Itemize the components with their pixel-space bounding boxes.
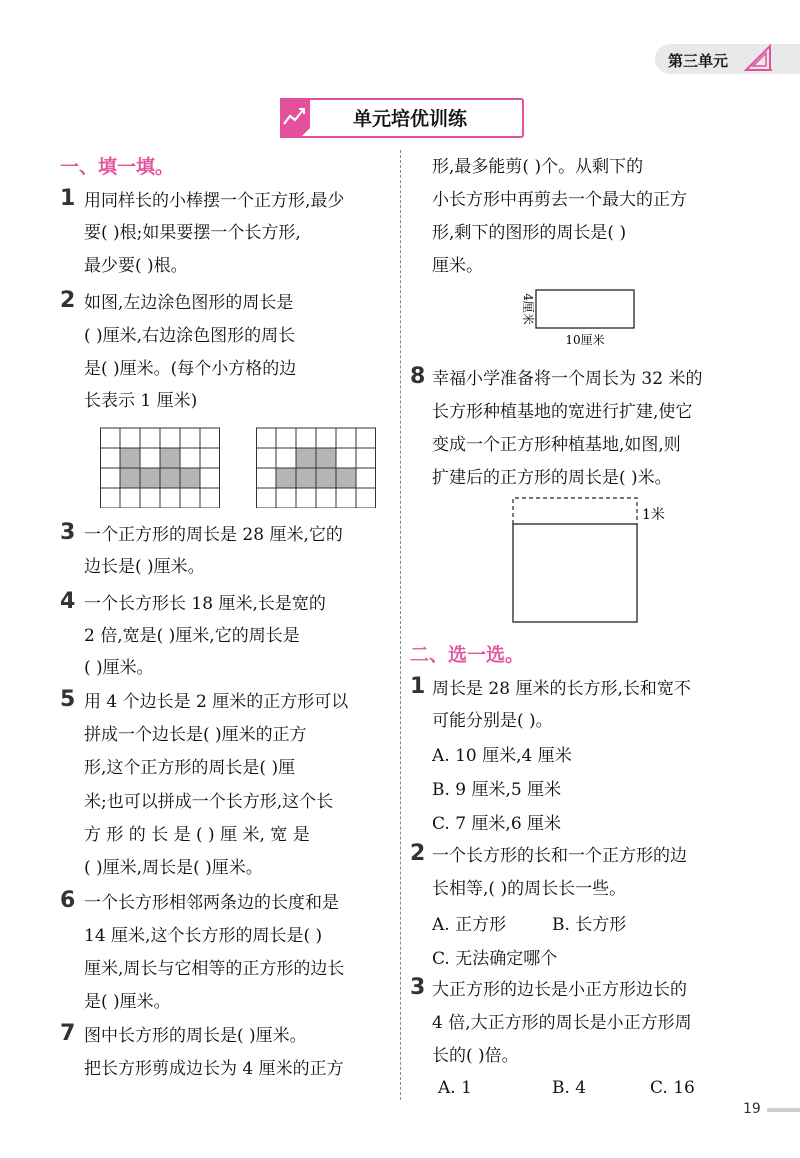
question-line: 周长是 28 厘米的长方形,长和宽不 xyxy=(432,679,691,699)
choice-option-c: C. 7 厘米,6 厘米 xyxy=(432,814,562,834)
question-line: 是( )厘米。 xyxy=(84,992,171,1012)
question-line: 长表示 1 厘米) xyxy=(84,391,198,411)
section-title-choose: 二、选一选。 xyxy=(410,644,525,666)
question-line: 长相等,( )的周长长一些。 xyxy=(432,879,627,899)
ruler-triangle-icon xyxy=(744,44,774,72)
grid-figure-right xyxy=(256,424,376,508)
column-divider xyxy=(400,150,401,1100)
choice-option-b: B. 4 xyxy=(552,1078,587,1098)
question-line: 2 倍,宽是( )厘米,它的周长是 xyxy=(84,626,300,646)
question-number: 2 xyxy=(60,288,76,313)
question-line: 如图,左边涂色图形的周长是 xyxy=(84,293,294,313)
unit-label: 第三单元 xyxy=(668,52,729,70)
page-bar xyxy=(767,1108,800,1112)
section-title-fill: 一、填一填。 xyxy=(60,156,175,178)
question-line: 形,这个正方形的周长是( )厘 xyxy=(84,758,296,778)
question-number: 1 xyxy=(410,674,426,699)
choice-option-b: B. 长方形 xyxy=(552,915,627,935)
question-number: 6 xyxy=(60,888,76,913)
question-line: 变成一个正方形种植基地,如图,则 xyxy=(432,435,681,455)
question-line: 是( )厘米。(每个小方格的边 xyxy=(84,359,297,379)
grid-figure-left xyxy=(100,424,220,508)
rectangle-figure xyxy=(510,284,640,348)
question-line: 长的( )倍。 xyxy=(432,1046,519,1066)
choice-option-b: B. 9 厘米,5 厘米 xyxy=(432,780,562,800)
question-line: ( )厘米,周长是( )厘米。 xyxy=(84,858,263,878)
question-line: 把长方形剪成边长为 4 厘米的正方 xyxy=(84,1059,344,1079)
choice-option-c: C. 16 xyxy=(650,1078,695,1098)
question-number: 8 xyxy=(410,364,426,389)
question-line: 拼成一个边长是( )厘米的正方 xyxy=(84,725,307,745)
question-line: 小长方形中再剪去一个最大的正方 xyxy=(432,190,687,210)
question-line: 方 形 的 长 是 ( ) 厘 米, 宽 是 xyxy=(84,825,310,845)
question-number: 3 xyxy=(60,520,76,545)
question-number: 7 xyxy=(60,1021,76,1046)
question-line: 一个长方形长 18 厘米,长是宽的 xyxy=(84,594,326,614)
expansion-dashed xyxy=(513,498,637,524)
bottom-label: 10厘米 xyxy=(565,333,605,347)
question-line: 图中长方形的周长是( )厘米。 xyxy=(84,1026,307,1046)
question-line: 一个长方形相邻两条边的长度和是 xyxy=(84,893,339,913)
choice-option-c: C. 无法确定哪个 xyxy=(432,949,558,969)
choice-option-a: A. 10 厘米,4 厘米 xyxy=(432,746,572,766)
choice-option-a: A. 1 xyxy=(438,1078,472,1098)
question-line: 可能分别是( )。 xyxy=(432,711,553,731)
question-line: 边长是( )厘米。 xyxy=(84,557,205,577)
page-title: 单元培优训练 xyxy=(352,108,467,130)
question-line: 一个正方形的周长是 28 厘米,它的 xyxy=(84,525,343,545)
question-line: 大正方形的边长是小正方形边长的 xyxy=(432,980,687,1000)
question-number: 3 xyxy=(410,975,426,1000)
question-number: 2 xyxy=(410,841,426,866)
question-line: 扩建后的正方形的周长是( )米。 xyxy=(432,468,672,488)
question-number: 4 xyxy=(60,589,76,614)
question-line: 米;也可以拼成一个长方形,这个长 xyxy=(84,792,334,812)
choice-option-a: A. 正方形 xyxy=(432,915,507,935)
question-line: 14 厘米,这个长方形的周长是( ) xyxy=(84,926,323,946)
question-line: 用 4 个边长是 2 厘米的正方形可以 xyxy=(84,692,349,712)
question-line: 形,最多能剪( )个。从剩下的 xyxy=(432,157,644,177)
side-label: 4厘米 xyxy=(521,293,535,325)
question-line: 长方形种植基地的宽进行扩建,使它 xyxy=(432,402,693,422)
question-line: 用同样长的小棒摆一个正方形,最少 xyxy=(84,191,345,211)
question-line: ( )厘米。 xyxy=(84,658,154,678)
question-line: ( )厘米,右边涂色图形的周长 xyxy=(84,326,296,346)
question-line: 厘米。 xyxy=(432,256,483,276)
question-line: 4 倍,大正方形的周长是小正方形周 xyxy=(432,1013,692,1033)
question-number: 1 xyxy=(60,186,76,211)
question-line: 最少要( )根。 xyxy=(84,256,188,276)
question-line: 形,剩下的图形的周长是( ) xyxy=(432,223,627,243)
rectangle xyxy=(536,290,634,328)
question-number: 5 xyxy=(60,687,76,712)
question-line: 一个长方形的长和一个正方形的边 xyxy=(432,846,687,866)
question-line: 厘米,周长与它相等的正方形的边长 xyxy=(84,959,345,979)
base-rectangle xyxy=(513,524,637,622)
page-number: 19 xyxy=(743,1101,761,1117)
question-line: 要( )根;如果要摆一个长方形, xyxy=(84,223,301,243)
expansion-figure xyxy=(508,494,678,626)
expansion-label: 1米 xyxy=(642,507,665,523)
question-line: 幸福小学准备将一个周长为 32 米的 xyxy=(432,369,703,389)
